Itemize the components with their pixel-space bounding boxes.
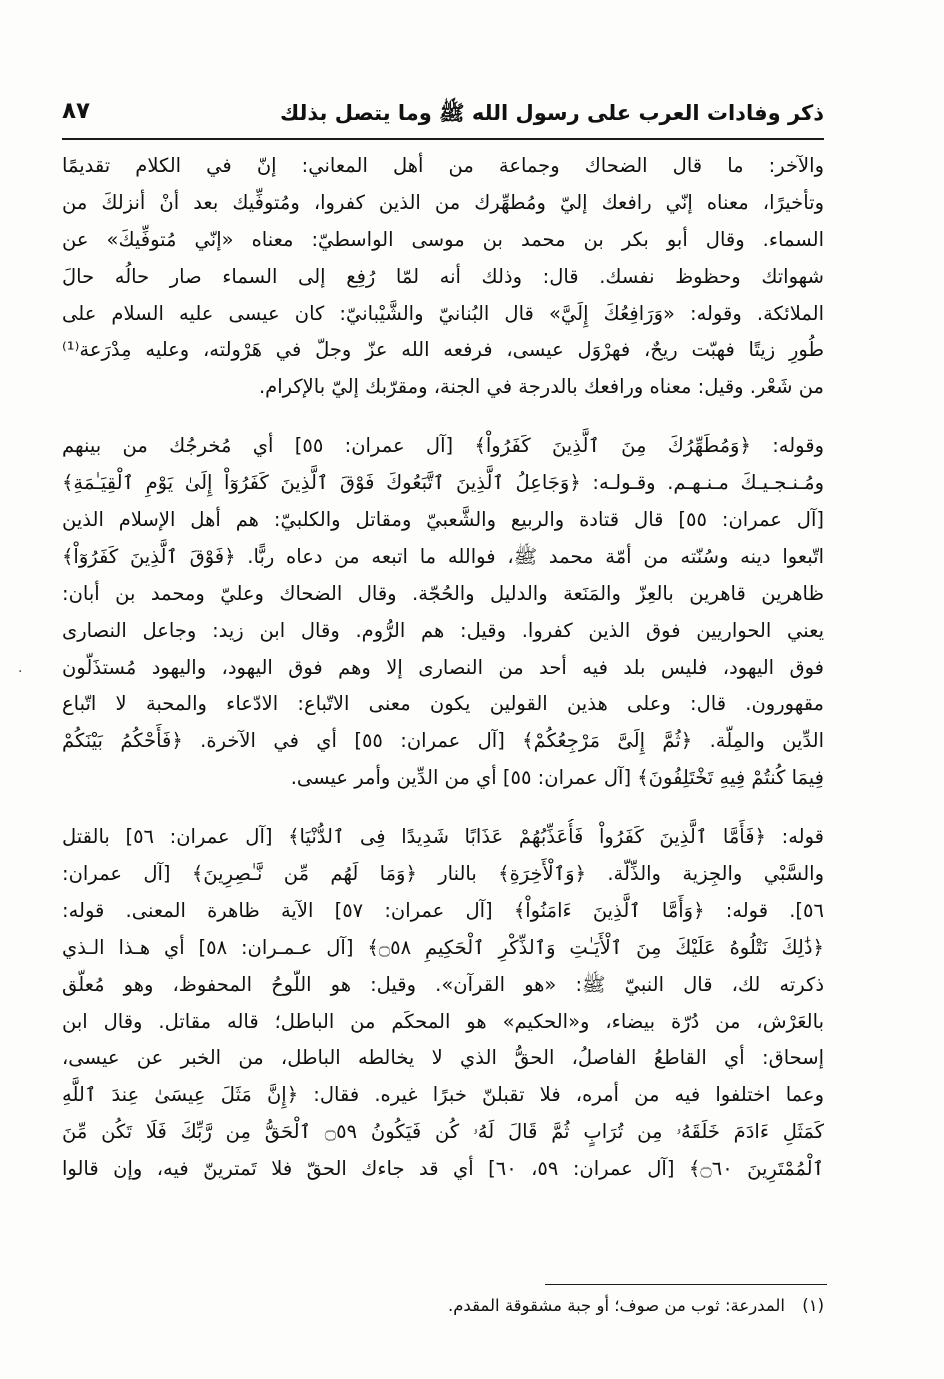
header-rule: [62, 138, 824, 140]
text-line: ومُـنـجـيـكَ مـنـهـم. وقـولـه: ﴿وَجَاعِلُ ٱلَّذِينَ ٱتَّبَعُوكَ فَوْقَ ٱلَّذِينَ كَفَرُوٓاْ إِلَىٰ يَوْمِ ٱلْقِيَـٰمَةِ﴾: [62, 471, 824, 495]
text-line: ذكرته لك، قال النبيّ ﷺ: «هو القرآن». وقيل: هو اللّوحُ المحفوظ، وهو مُعلّق: [62, 972, 824, 996]
text-line: الدِّين والمِلّة. ﴿ثُمَّ إِلَىَّ مَرْجِعُكُمْ﴾ [آل عمران: ٥٥] أي في الآخرة. ﴿فَأَحْكُمُ بَيْنَكُمْ: [62, 729, 824, 753]
text-line: ﴿ذَٰلِكَ نَتْلُوهُ عَلَيْكَ مِنَ ٱلْأَيَـٰتِ وَٱلذِّكْرِ ٱلْحَكِيمِ ۝٥٨﴾ [آل عـمـران: ٥٨] أي هـذا الـذي: [62, 935, 824, 959]
text-line: والآخر: ما قال الضحاك وجماعة من أهل المعاني: إنّ في الكلام تقديمًا: [62, 154, 824, 177]
text-line: وقوله: ﴿وَمُطَهِّرُكَ مِنَ ٱلَّذِينَ كَفَرُواْ﴾ [آل عمران: ٥٥] أي مُخرجُك من بينهم: [62, 434, 824, 458]
text-line: من شَعْر. وقيل: معناه ورافعك بالدرجة في الجنة، ومقرّبك إليّ بالإكرام.: [258, 375, 824, 399]
text-line: ٱلْمُمْتَرِينَ ۝٦٠﴾ [آل عمران: ٥٩، ٦٠] أي قد جاءك الحقّ فلا تَمترينّ فيه، وإن قالوا: [62, 1157, 824, 1181]
text-line: السماء. وقال أبو بكر بن محمد بن موسى الواسطيّ: معناه «إنّي مُتوفِّيكَ» عن: [62, 227, 824, 251]
body-text: [62, 148, 824, 1210]
text-line: بالعَرْش، من دُرّة بيضاء، و«الحكيم» هو المحكَم من الباطل؛ قاله مقاتل. وقال ابن: [62, 1009, 824, 1033]
text-line: يعني الحواريين فوق الذين كفروا. وقيل: هم الرُّوم. وقال ابن زيد: وجاعل النصارى: [62, 618, 824, 642]
text-line: والسَّبْي والجِزية والذِّلّة. ﴿وَٱلْأَخِرَةِ﴾ بالنار ﴿وَمَا لَهُم مِّن نَّـٰصِرِينَ﴾ [آل عمران:: [62, 862, 824, 886]
text-line: [آل عمران: ٥٥] قال قتادة والربيع والشَّعبيّ ومقاتل والكلبيّ: هم أهل الإسلام الذين: [62, 508, 824, 532]
page-number: ٨٧: [62, 98, 91, 124]
paragraph-1: [62, 148, 824, 406]
text-line: ٥٦]. قوله: ﴿وَأَمَّا ٱلَّذِينَ ءَامَنُواْ﴾ [آل عمران: ٥٧] الآية ظاهرة المعنى. قوله:: [62, 898, 824, 922]
text-line: وتأخيرًا، معناه إنّي رافعك إليّ ومُطهِّرك من الذين كفروا، ومُتوفِّيك بعد أنْ أنزلكَ من: [62, 190, 824, 214]
running-header: [62, 96, 824, 136]
footnote: [448, 1296, 824, 1315]
text-line: الملائكة. وقوله: «وَرَافِعُكَ إِلَيَّ» قال البُنانيّ والشَّيْبانيّ: كان عيسى عليه السلام على: [62, 301, 824, 325]
text-line: إسحاق: أي القاطعُ الفاصلُ، الحقُّ الذي لا يخالطه الباطل، من الخبر عن عيسى،: [62, 1046, 824, 1070]
text-line: قوله: ﴿فَأَمَّا ٱلَّذِينَ كَفَرُواْ فَأُعَذِّبُهُمْ عَذَابًا شَدِيدًا فِى ٱلدُّنْيَا﴾ [آل عمران: ٥٦] بالقتل: [62, 825, 824, 849]
text-line: ظاهرين قاهرين بالعِزّ والمَنَعة والدليل والحُجّة. وقال الضحاك وعليّ ومحمد بن أبان:: [62, 581, 824, 605]
text-line: فِيمَا كُنتُمْ فِيهِ تَخْتَلِفُونَ﴾ [آل عمران: ٥٥] أي من الدِّين وأمر عيسى.: [290, 766, 824, 790]
margin-dot: ·: [18, 664, 23, 680]
paragraph-3: [62, 819, 824, 1188]
text-line: مقهورون. قال: وعلى هذين القولين يكون معنى الاتّباع: الادّعاء والمحبة لا اتّباع: [62, 692, 824, 716]
text-line: كَمَثَلِ ءَادَمَ خَلَقَهُۥ مِن تُرَابٍ ثُمَّ قَالَ لَهُۥ كُن فَيَكُونُ ۝٥٩ ٱلْحَقُّ مِن رَّبِّكَ فَلَا تَكُن مِّنَ: [62, 1120, 824, 1144]
chapter-title: ذكر وفادات العرب على رسول الله ﷺ وما يتصل بذلك: [279, 101, 824, 125]
footnote-marker: (١): [802, 1296, 824, 1315]
text-line: اتّبعوا دينه وسُنّته من أمّة محمد ﷺ، فوالله ما اتبعه من دعاه ربًّا. ﴿فَوْقَ ٱلَّذِينَ كَفَرُوٓاْ﴾: [62, 544, 824, 568]
text-line: وعما اختلفوا فيه من أمره، فلا تقبلنّ خبرًا غيره. فقال: ﴿إِنَّ مَثَلَ عِيسَىٰ عِندَ ٱللَّهِ: [62, 1083, 824, 1107]
footnote-text: المدرعة: ثوب من صوف؛ أو جبة مشقوقة المقدم.: [447, 1296, 785, 1315]
footnote-rule: [545, 1284, 827, 1285]
paragraph-2: [62, 428, 824, 797]
text-line: طُورِ زيتًا فهبّت ريحٌ، فهرْوَل عيسى، فرفعه الله عزّ وجلّ في هَرْولته، وعليه مِدْرَعة⁽¹⁾: [62, 338, 824, 362]
text-line: شهواتك وحظوظ نفسك. قال: وذلك أنه لمّا رُفِع إلى السماء صار حالُه حالَ: [62, 264, 824, 288]
text-line: فوق اليهود، فليس بلد فيه أحد من النصارى إلا وهم فوق اليهود، واليهود مُستذَلّون: [62, 655, 824, 679]
